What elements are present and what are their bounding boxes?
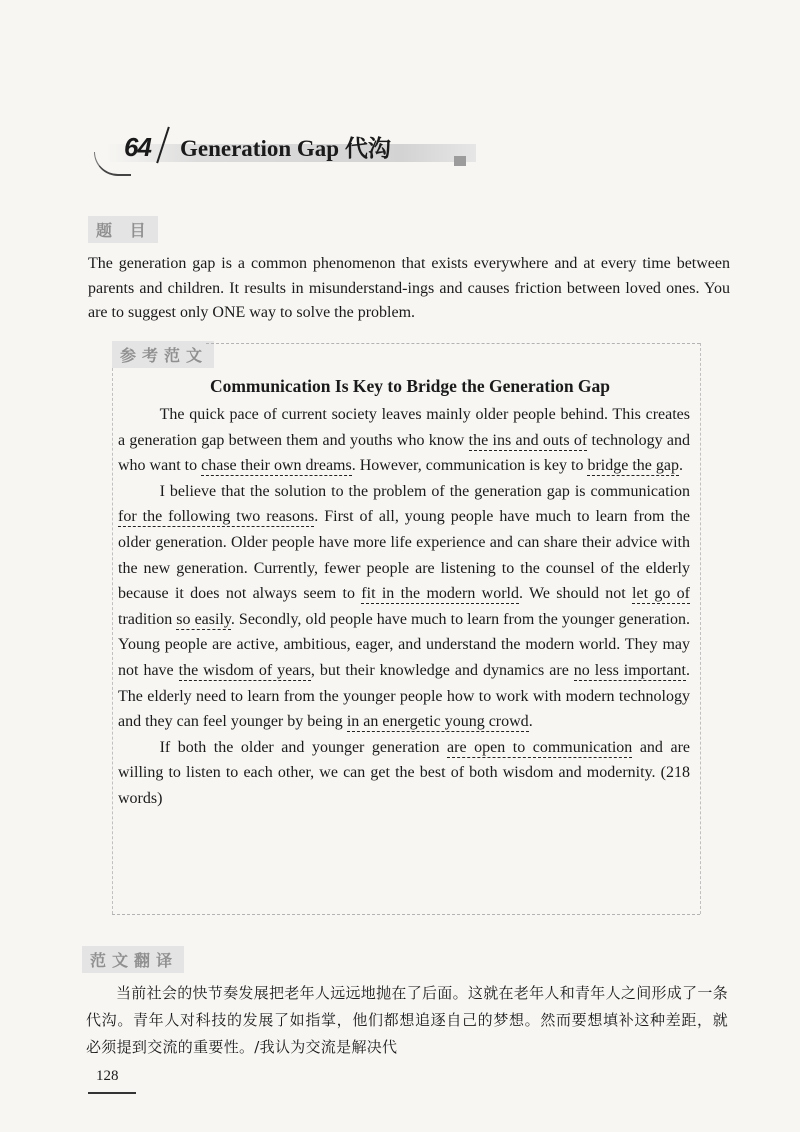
page-number-rule [88,1092,136,1094]
heading-square-ornament [454,156,466,166]
underlined-phrase: chase their own dreams [201,457,352,475]
chapter-heading [86,122,472,176]
underlined-phrase: are open to communication [447,738,633,756]
translation-text: 当前社会的快节奏发展把老年人远远地抛在了后面。这就在老年人和青年人之间形成了一条代沟。青年人对科技的发展了如指掌，他们都想追逐自己的梦想。然而要想填补这种差距，就必须提到交流的重要性。/我认为交流是解决代 [86,984,729,1056]
underlined-phrase: no less important [573,661,686,679]
underlined-phrase: bridge the gap [587,457,679,475]
essay-paragraph-3: If both the older and younger generation are open to communication and are willing to listen to each other, we can get the best of both wisdom and modernity. (218 words) [118,738,691,807]
page-number: 128 [96,1068,119,1084]
box-right-border [700,343,701,914]
underlined-phrase: the ins and outs of [468,431,588,449]
essay-body [118,402,690,812]
underlined-phrase: the wisdom of years [178,661,311,679]
box-top-border [206,343,700,344]
chapter-number: 64 [124,132,151,162]
prompt-section-label: 题 目 [88,216,158,243]
translation-section-label: 范文翻译 [82,946,184,973]
underlined-phrase: let go of [632,585,691,603]
box-left-border [112,368,113,914]
underlined-phrase: for the following two reasons [118,508,315,526]
essay-paragraph-2: I believe that the solution to the problem of the generation gap is communication for the following two reasons. First of all, young people have much to learn from the older generation. Older people have more life experience and can share their advice with the new generation. Currently, fewer people are listening to the counsel of the elderly because it does not always seem to fit in the modern world. We should not let go of tradition so easily. Secondly, old people have much to learn from the younger generation. Young people are active, ambitious, eager, and understand the modern world. They may not have the wisdom of years, but their knowledge and dynamics are no less important. The elderly need to learn from the younger people how to work with modern technology and they can feel younger by being in an energetic young crowd. [118,482,691,731]
essay-paragraph-1: The quick pace of current society leaves mainly older people behind. This creates a generation gap between them and youths who know the ins and outs of technology and who want to chase their own dreams. However, communication is key to bridge the gap. [118,406,691,475]
box-bottom-border [112,914,700,915]
underlined-phrase: in an energetic young crowd [346,713,529,731]
chapter-title: Generation Gap 代沟 [180,136,391,161]
essay-title: Communication Is Key to Bridge the Generation Gap [209,376,611,396]
prompt-text: The generation gap is a common phenomenon that exists everywhere and at every time between parents and children. It results in misunderstand-ings and causes friction between loved ones. You are to suggest only ONE way to solve the problem. [88,255,730,321]
underlined-phrase: fit in the modern world [361,585,519,603]
underlined-phrase: so easily [176,610,231,628]
sample-section-label: 参考范文 [112,341,214,368]
